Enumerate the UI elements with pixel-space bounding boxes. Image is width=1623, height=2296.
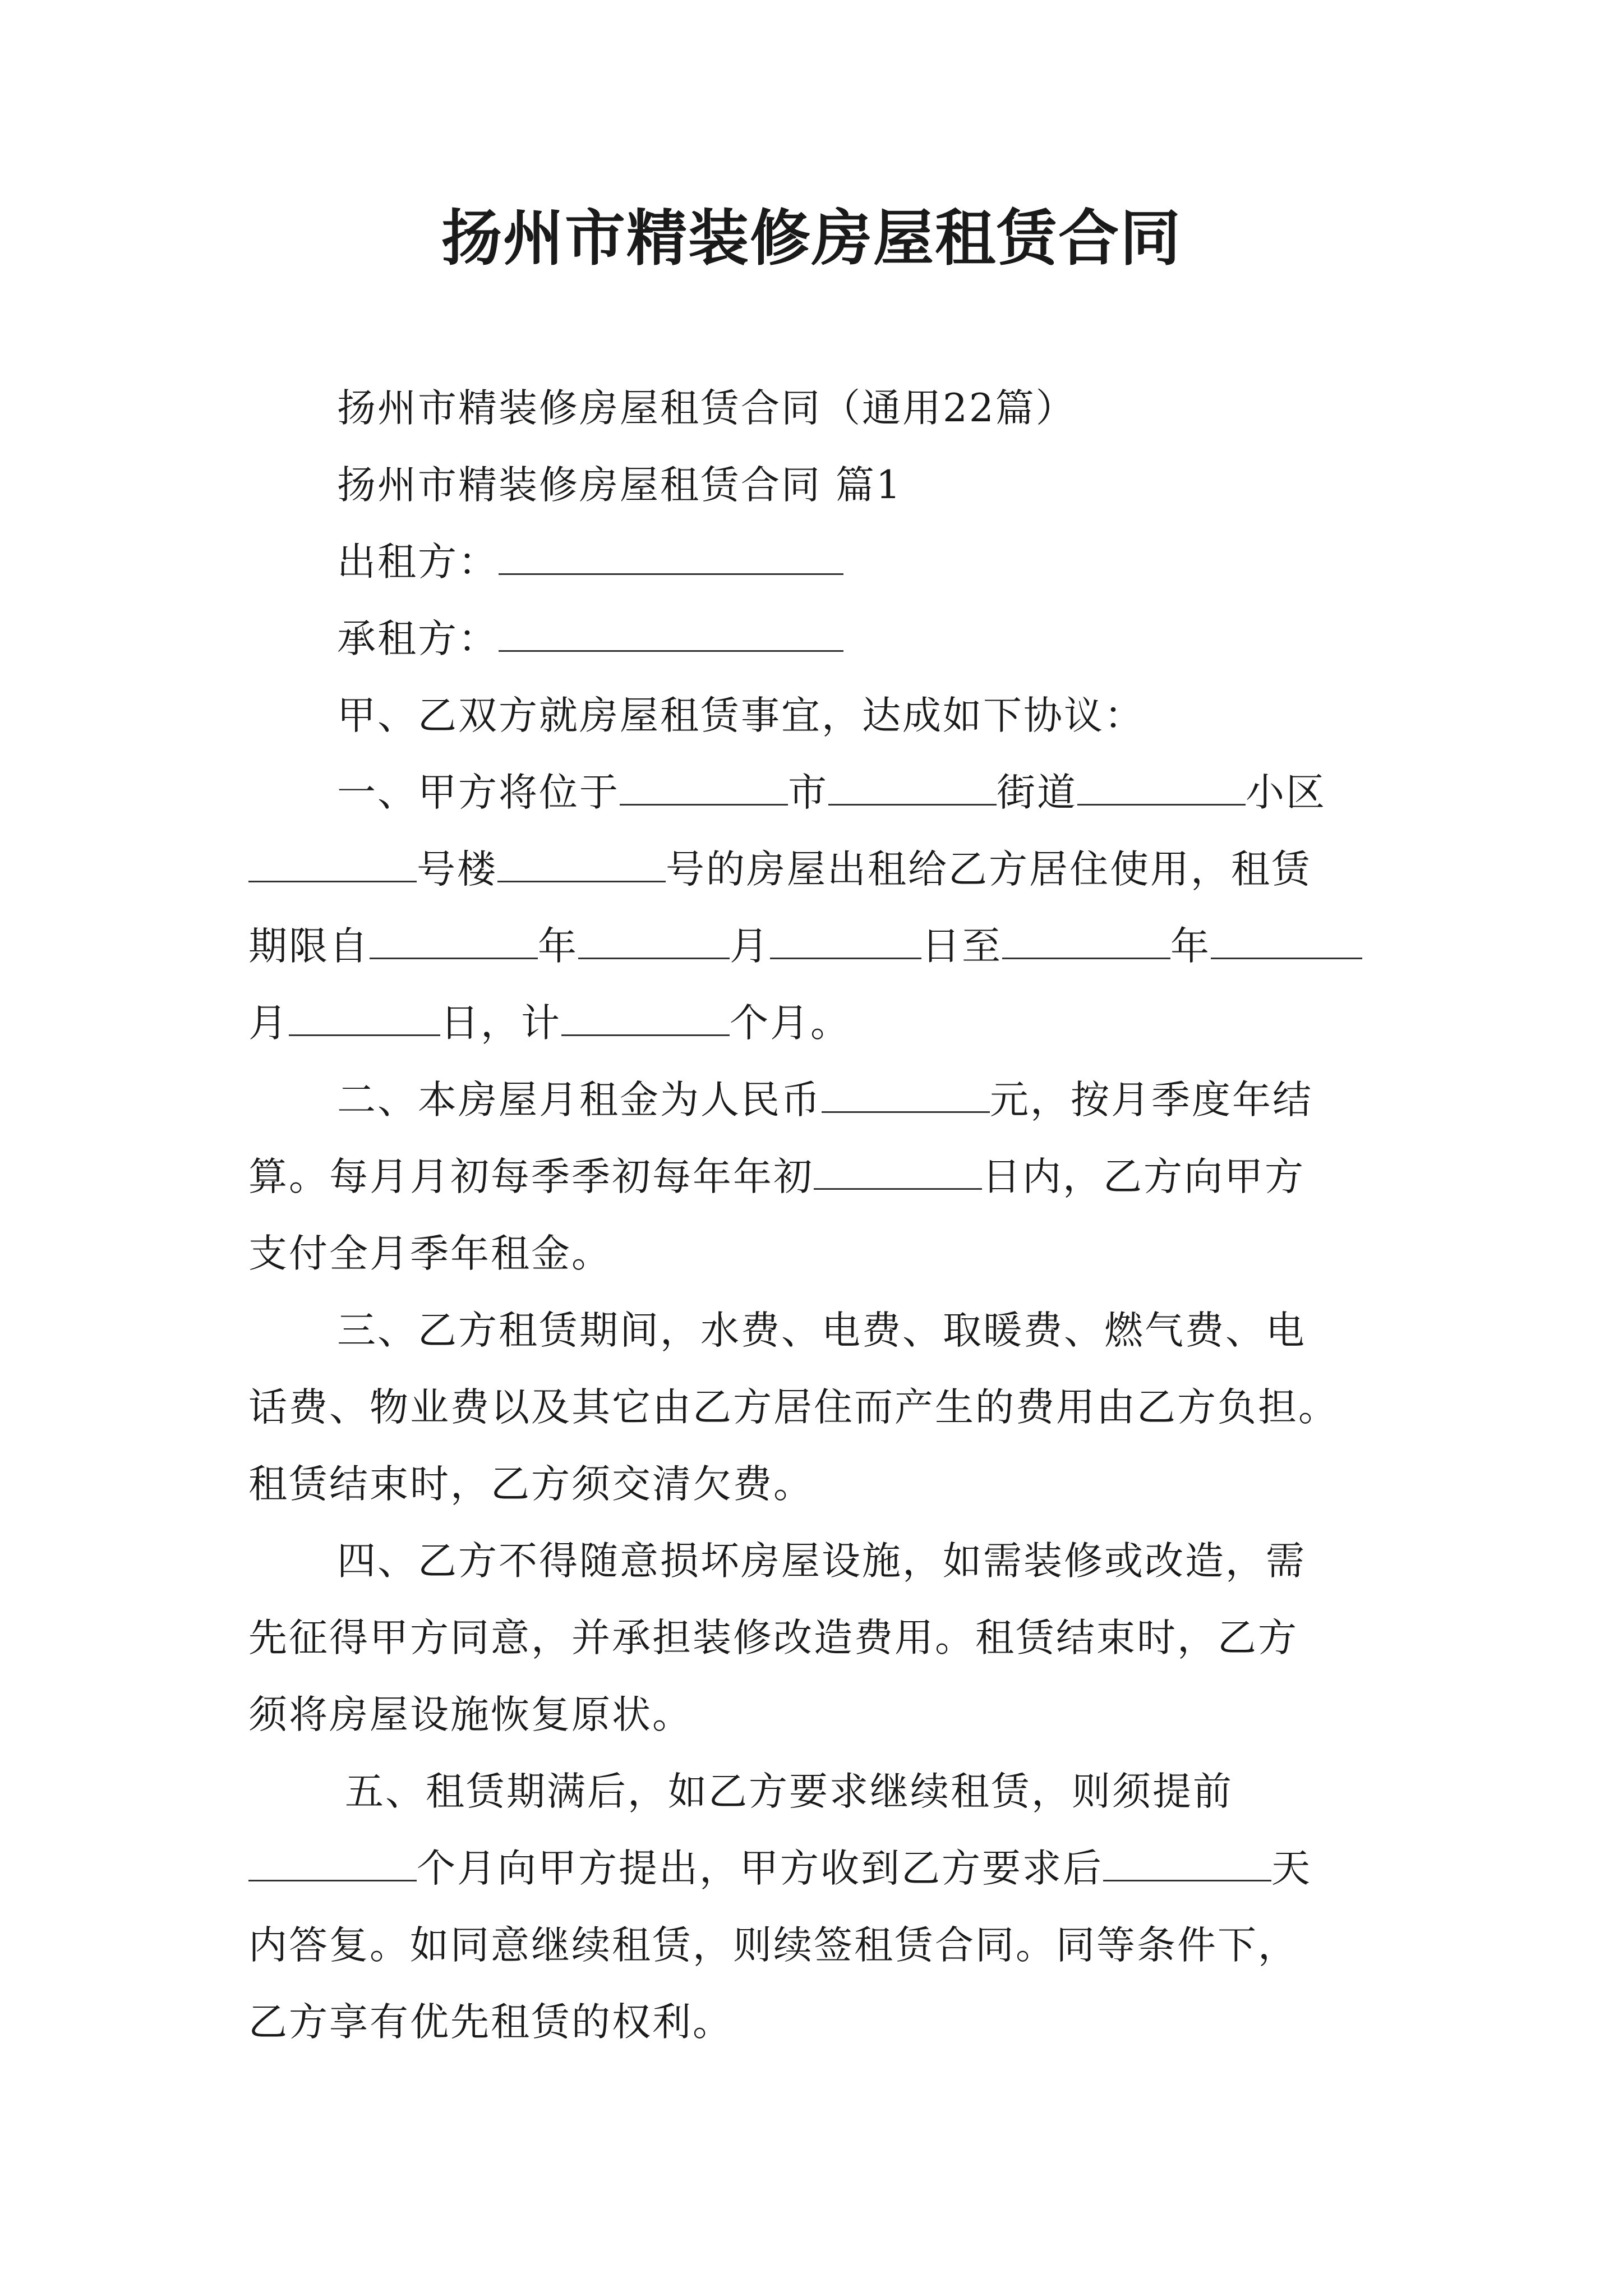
clause2-text: 二、本房屋月租金为人民币 — [337, 1078, 822, 1122]
clause1-text: 年 — [1170, 924, 1211, 969]
lessor-label: 出租方： — [337, 540, 499, 585]
clause1-text: 市 — [788, 770, 828, 815]
intro-paragraph: 甲、乙双方就房屋租赁事宜，达成如下协议： — [337, 693, 1145, 738]
clause5-text: 天 — [1271, 1846, 1312, 1891]
clause1-text: 一、甲方将位于 — [337, 770, 620, 815]
lessee-line — [248, 601, 1387, 678]
clause1-text: 期限自 — [248, 924, 370, 969]
clause1-text: 街道 — [997, 770, 1077, 815]
clause3-line1: 三、乙方租赁期间，水费、电费、取暖费、燃气费、电 — [337, 1308, 1306, 1353]
clause5-line2 — [248, 1830, 1387, 1907]
lessor-blank — [499, 541, 843, 575]
clause1-text: 日，计 — [440, 1001, 561, 1046]
clause1-line2 — [248, 831, 1387, 908]
clause5-line3: 内答复。如同意继续租赁，则续签租赁合同。同等条件下， — [248, 1923, 1298, 1968]
clause1-text: 个月。 — [730, 1001, 851, 1046]
clause4-line2: 先征得甲方同意，并承担装修改造费用。租赁结束时，乙方 — [248, 1616, 1298, 1660]
lessee-blank — [499, 618, 843, 652]
clause5-text: 个月向甲方提出，甲方收到乙方要求后 — [417, 1846, 1103, 1891]
community-blank — [1077, 771, 1246, 806]
clause5-line1: 五、租赁期满后，如乙方要求继续租赁，则须提前 — [345, 1769, 1233, 1814]
street-blank — [828, 771, 997, 806]
end-year-blank — [1002, 925, 1170, 959]
section-heading: 扬州市精装修房屋租赁合同 篇1 — [337, 463, 902, 508]
clause2-text: 算。每月月初每季季初每年年初 — [248, 1154, 814, 1199]
clause1-line3 — [248, 908, 1387, 985]
document-subtitle: 扬州市精装修房屋租赁合同（通用22篇） — [337, 386, 1076, 431]
end-day-blank — [289, 1002, 440, 1036]
clause2-line2 — [248, 1139, 1387, 1216]
clause1-text: 日至 — [921, 924, 1002, 969]
room-blank — [497, 848, 666, 882]
months-blank — [561, 1002, 730, 1036]
clause1-line4 — [248, 985, 1387, 1062]
clause3-line2: 话费、物业费以及其它由乙方居住而产生的费用由乙方负担。 — [248, 1385, 1339, 1430]
reply-days-blank — [1103, 1847, 1271, 1881]
clause1-text: 号的房屋出租给乙方居住使用，租赁 — [666, 847, 1312, 892]
clause2-text: 日内，乙方向甲方 — [982, 1154, 1305, 1199]
clause3-line3: 租赁结束时，乙方须交清欠费。 — [248, 1462, 814, 1507]
clause4-line3: 须将房屋设施恢复原状。 — [248, 1692, 693, 1737]
start-year-blank — [370, 925, 538, 959]
clause1-line1 — [248, 754, 1387, 831]
building-blank — [248, 848, 417, 882]
clause5-line4: 乙方享有优先租赁的权利。 — [248, 2000, 733, 2045]
clause2-line1 — [248, 1062, 1387, 1139]
clause1-text: 号楼 — [417, 847, 497, 892]
document-body — [248, 370, 1387, 2061]
payment-days-blank — [814, 1156, 982, 1190]
clause1-text: 月 — [248, 1001, 289, 1046]
clause2-text: 元，按月季度年结 — [990, 1078, 1313, 1122]
document-title: 扬州市精装修房屋租赁合同 — [441, 203, 1182, 274]
rent-amount-blank — [822, 1079, 990, 1113]
start-day-blank — [770, 925, 921, 959]
start-month-blank — [578, 925, 730, 959]
clause1-text: 年 — [538, 924, 578, 969]
clause1-text: 小区 — [1246, 770, 1326, 815]
lessor-line — [248, 524, 1387, 601]
city-blank — [620, 771, 788, 806]
lessee-label: 承租方： — [337, 616, 499, 661]
end-month-blank — [1211, 925, 1362, 959]
clause2-line3: 支付全月季年租金。 — [248, 1231, 612, 1276]
notice-months-blank — [248, 1847, 417, 1881]
clause4-line1: 四、乙方不得随意损坏房屋设施，如需装修或改造，需 — [337, 1539, 1306, 1584]
clause1-text: 月 — [730, 924, 770, 969]
